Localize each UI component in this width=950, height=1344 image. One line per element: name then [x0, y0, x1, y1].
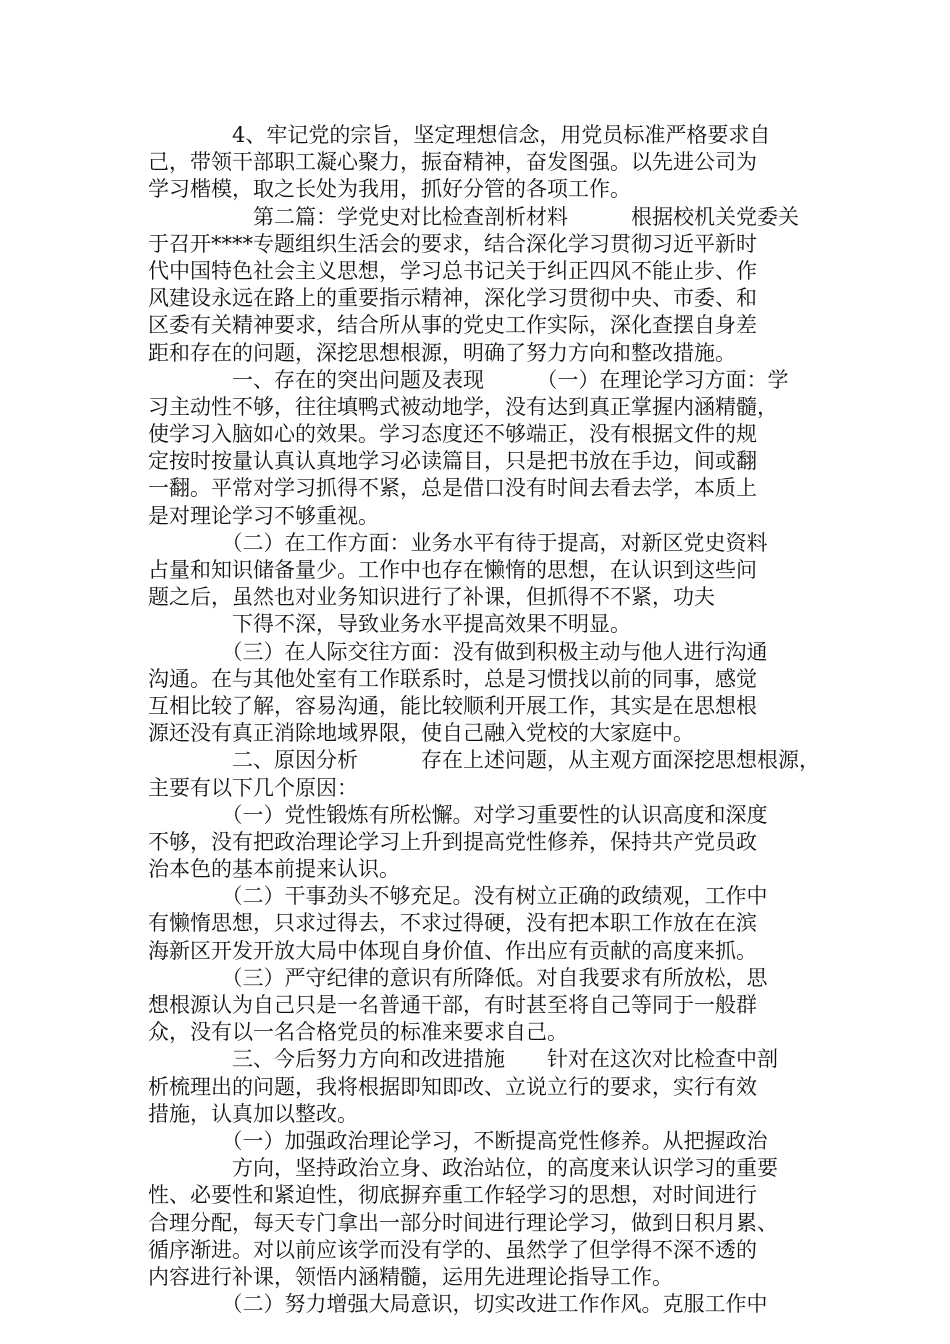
text-line: 区委有关精神要求，结合所从事的党史工作实际，深化查摆自身差	[148, 313, 757, 338]
text-line: 主要有以下几个原因：	[148, 775, 358, 800]
text-line: （二）努力增强大局意识，切实改进工作作风。克服工作中	[148, 1292, 768, 1317]
document-body	[148, 122, 818, 1318]
text-line: 距和存在的问题，深挖思想根源，明确了努力方向和整改措施。	[148, 340, 736, 365]
text-line: 合理分配，每天专门拿出一部分时间进行理论学习，做到日积月累、	[148, 1210, 778, 1235]
text-line: 4、牢记党的宗旨，坚定理想信念，用党员标准严格要求自	[148, 123, 771, 147]
text-line: 不够，没有把政治理论学习上升到提高党性修养，保持共产党员政	[148, 829, 757, 854]
text-line: 占量和知识储备量少。工作中也存在懒惰的思想，在认识到这些问	[148, 558, 757, 582]
text-line: 一、存在的突出问题及表现 （一）在理论学习方面：学	[148, 367, 789, 392]
text-line: 互相比较了解，容易沟通，能比较顺利开展工作，其实是在思想根	[148, 693, 757, 718]
text-line: 循序渐进。对以前应该学而没有学的、虽然学了但学得不深不透的	[148, 1237, 757, 1262]
text-line: 学习楷模，取之长处为我用，抓好分管的各项工作。	[148, 177, 631, 202]
text-line: （一）党性锻炼有所松懈。对学习重要性的认识高度和深度	[148, 802, 768, 827]
text-line: 措施，认真加以整改。	[148, 1101, 358, 1126]
text-line: 方向，坚持政治立身、政治站位，的高度来认识学习的重要	[148, 1156, 778, 1181]
text-line: 是对理论学习不够重视。	[148, 503, 379, 528]
text-line: 治本色的基本前提来认识。	[148, 857, 400, 882]
text-line: 析梳理出的问题，我将根据即知即改、立说立行的要求，实行有效	[148, 1074, 757, 1099]
text-line: 习主动性不够，往往填鸭式被动地学，没有达到真正掌握内涵精髓，	[148, 394, 778, 419]
text-line: 内容进行补课，领悟内涵精髓，运用先进理论指导工作。	[148, 1264, 673, 1289]
text-line: 己，带领干部职工凝心聚力，振奋精神，奋发图强。以先进公司为	[148, 150, 757, 175]
text-line: 使学习入脑如心的效果。学习态度还不够端正，没有根据文件的规	[148, 422, 757, 447]
text-line: 有懒惰思想，只求过得去，不求过得硬，没有把本职工作放在在滨	[148, 911, 757, 936]
text-line: 一翻。平常对学习抓得不紧，总是借口没有时间去看去学，本质上	[148, 476, 757, 501]
text-line: 三、今后努力方向和改进措施 针对在这次对比检查中剖	[148, 1047, 778, 1072]
text-line: 于召开****专题组织生活会的要求，结合深化学习贯彻习近平新时	[148, 231, 757, 256]
text-line: 定按时按量认真认真地学习必读篇目，只是把书放在手边，间或翻	[148, 449, 757, 474]
text-line: 想根源认为自己只是一名普通干部，有时甚至将自己等同于一般群	[148, 993, 757, 1017]
text-line: （一）加强政治理论学习，不断提高党性修养。从把握政治	[148, 1128, 768, 1153]
text-line: 源还没有真正消除地域界限，使自己融入党校的大家庭中。	[148, 721, 694, 746]
text-line: （三）在人际交往方面：没有做到积极主动与他人进行沟通	[148, 639, 768, 664]
text-line: 第二篇：学党史对比检查剖析材料 根据校机关党委关	[148, 204, 799, 229]
text-line: 代中国特色社会主义思想，学习总书记关于纠正四风不能止步、作	[148, 258, 757, 283]
text-line: 风建设永远在路上的重要指示精神，深化学习贯彻中央、市委、和	[148, 286, 757, 311]
text-line: （二）干事劲头不够充足。没有树立正确的政绩观，工作中	[148, 884, 768, 909]
text-line: 下得不深，导致业务水平提高效果不明显。	[148, 612, 631, 637]
text-line: 二、原因分析 存在上述问题，从主观方面深挖思想根源，	[148, 748, 820, 773]
text-line: 海新区开发开放大局中体现自身价值、作出应有贡献的高度来抓。	[148, 938, 757, 963]
text-line: 沟通。在与其他处室有工作联系时，总是习惯找以前的同事，感觉	[148, 666, 757, 691]
text-line: 性、必要性和紧迫性，彻底摒弃重工作轻学习的思想，对时间进行	[148, 1183, 757, 1208]
text-line: 众，没有以一名合格党员的标准来要求自己。	[148, 1020, 568, 1045]
text-line: 题之后，虽然也对业务知识进行了补课，但抓得不不紧，功夫	[148, 585, 715, 610]
text-line: （三）严守纪律的意识有所降低。对自我要求有所放松，思	[148, 965, 768, 990]
text-line: （二）在工作方面：业务水平有待于提高，对新区党史资料	[148, 530, 768, 555]
